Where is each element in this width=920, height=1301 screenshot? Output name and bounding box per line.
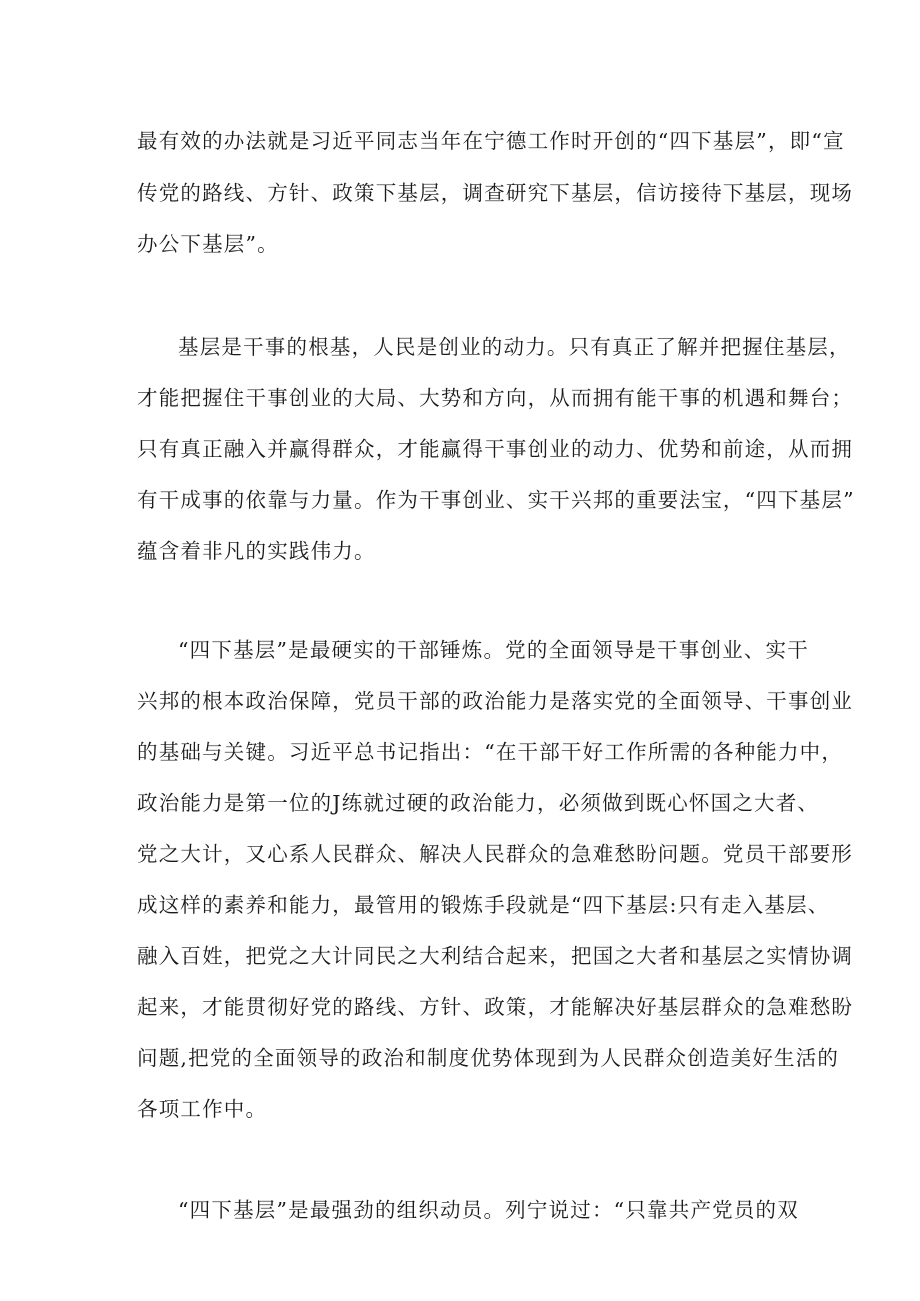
text-line: 融入百姓，把党之大计同民之大利结合起来，把国之大者和基层之实情协调 <box>137 944 854 968</box>
text-line: 兴邦的根本政治保障，党员干部的政治能力是落实党的全面领导、干事创业 <box>137 689 854 713</box>
text-line: 蕴含着非凡的实践伟力。 <box>137 539 376 563</box>
text-line: 最有效的办法就是习近平同志当年在宁德工作时开创的“四下基层”，即“宣 <box>137 129 845 153</box>
text-line: “四下基层”是最强劲的组织动员。列宁说过：“只靠共产党员的双 <box>178 1198 799 1222</box>
text-line: 只有真正融入并赢得群众，才能赢得干事创业的动力、优势和前途，从而拥 <box>137 437 854 461</box>
text-line: 基层是干事的根基，人民是创业的动力。只有真正了解并把握住基层， <box>178 335 851 359</box>
text-line: 起来，才能贯彻好党的路线、方针、政策，才能解决好基层群众的急难愁盼 <box>137 995 854 1019</box>
text-line: 有干成事的依靠与力量。作为干事创业、实干兴邦的重要法宝，“四下基层” <box>137 488 855 512</box>
text-line: 才能把握住干事创业的大局、大势和方向，从而拥有能干事的机遇和舞台； <box>137 386 854 410</box>
text-line: 办公下基层”。 <box>137 232 279 256</box>
text-line: 传党的路线、方针、政策下基层，调查研究下基层，信访接待下基层，现场 <box>137 181 854 205</box>
text-line: 成这样的素养和能力，最管用的锻炼手段就是“四下基层:只有走入基层、 <box>137 893 830 917</box>
text-line: 问题,把党的全面领导的政治和制度优势体现到为人民群众创造美好生活的 <box>137 1046 840 1070</box>
text-line: 党之大计，又心系人民群众、解决人民群众的急难愁盼问题。党员干部要形 <box>137 842 854 866</box>
text-line: 各项工作中。 <box>137 1097 268 1121</box>
text-line: “四下基层”是最硬实的干部锤炼。党的全面领导是干事创业、实干 <box>178 638 809 662</box>
text-line: 政治能力是第一位的J练就过硬的政治能力，必须做到既心怀国之大者、 <box>137 791 820 815</box>
text-line: 的基础与关键。习近平总书记指出：“在干部干好工作所需的各种能力中， <box>137 740 844 764</box>
